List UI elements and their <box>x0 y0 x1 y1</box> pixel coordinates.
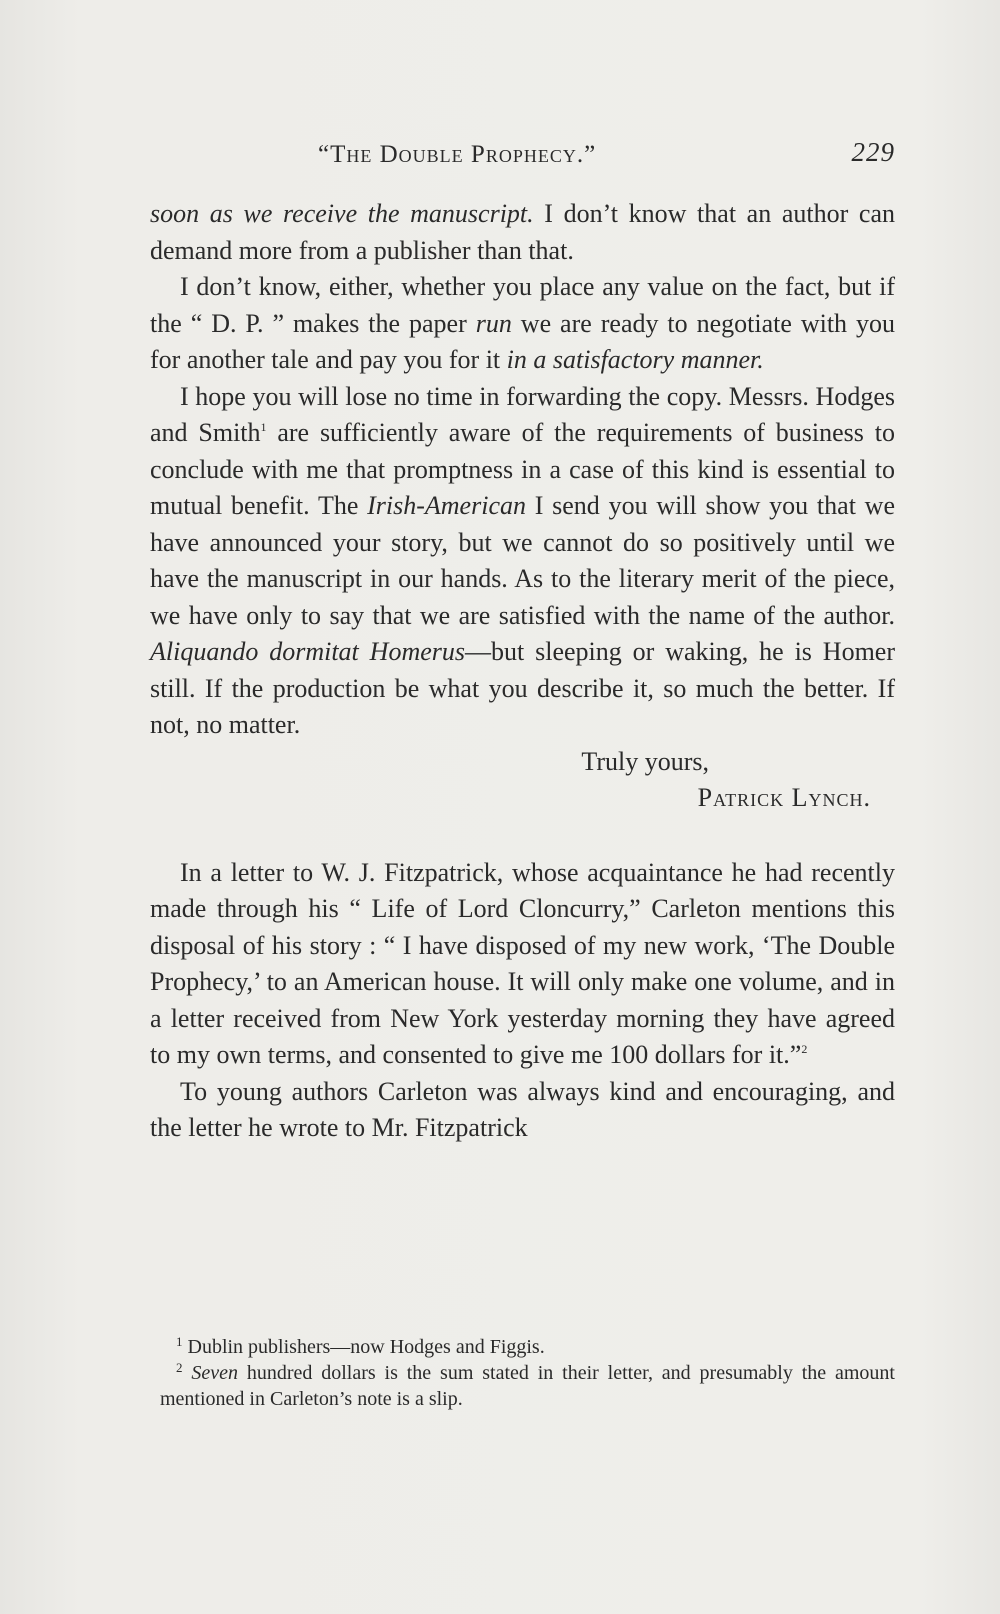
letter-signature: Patrick Lynch. <box>697 783 871 812</box>
italic-phrase: soon as we receive the manuscript. <box>150 199 534 228</box>
paragraph-text: I send you will show you that we have announced your story, but we cannot do so positively until we have the manuscript in our hands. As to the literary merit of the piece, we have only to say that we are satisfied with the name of the author. <box>150 491 895 630</box>
running-header <box>150 137 895 177</box>
italic-phrase: in a satisfactory manner. <box>506 345 764 374</box>
paragraph-text: are sufficiently aware of the requirements of business to conclude with me that promptness in a case of this kind is essential to mutual benefit. The <box>150 418 895 520</box>
footnotes <box>160 1334 895 1412</box>
footnote-1 <box>160 1334 895 1360</box>
footnote-marker: 1 <box>176 1334 183 1349</box>
section-gap <box>150 817 895 855</box>
letter-closing: Truly yours, <box>581 746 709 776</box>
footnote-2 <box>160 1360 895 1412</box>
paragraph-text: —but sleeping or waking, he is Homer still. If the production be what you describe it, so much the better. If not, no matter. <box>150 637 895 739</box>
running-title: “The Double Prophecy.” <box>318 141 597 168</box>
paragraph-text: In a letter to W. J. Fitzpatrick, whose acquaintance he had recently made through his “ Life of Lord Cloncurry,” Carleton mentions this disposal of his story : “ I have disposed of my new work, ‘The Double Prophecy,’ to an American house. It will only make one volume, and in a letter received from New York yesterday morning they have agreed to my own terms, and consented to give me 100 dollars for it.” <box>150 857 895 1069</box>
paragraph-text: I hope you will lose no time in forwarding the copy. Messrs. Hodges and Smith <box>150 381 895 447</box>
italic-latin-phrase: Aliquando dormitat Homerus <box>150 637 466 666</box>
footnote-reference-2: 2 <box>801 1042 808 1056</box>
footnote-marker: 2 <box>176 1360 183 1375</box>
italic-word: Seven <box>191 1362 238 1384</box>
italic-newspaper-title: Irish-American <box>367 491 526 520</box>
paragraph-text: we are ready to negotiate with you for another tale and pay you for it <box>150 308 896 374</box>
footnote-text: hundred dollars is the sum stated in their letter, and presumably the amount mentioned in Carleton’s note is a slip. <box>160 1362 895 1410</box>
italic-word-run: run <box>475 308 512 338</box>
main-text <box>150 196 895 1147</box>
footnote-reference-1: 1 <box>260 420 267 434</box>
paragraph-text: I don’t know, either, whether you place any value on the fact, but if the “ D. P. ” makes the paper <box>150 272 895 338</box>
footnote-text: Dublin publishers—now Hodges and Figgis. <box>182 1336 545 1358</box>
narrative-paragraph-1 <box>150 855 895 1074</box>
page-number: 229 <box>851 137 895 167</box>
paragraph-text: I don’t know that an author can demand more from a publisher than that. <box>150 199 895 265</box>
letter-paragraph-2 <box>150 269 895 379</box>
narrative-paragraph-2: To young authors Carleton was always kind and encouraging, and the letter he wrote to Mr. Fitzpatrick <box>150 1076 895 1142</box>
letter-paragraph-1 <box>150 196 895 269</box>
letter-paragraph-3 <box>150 379 895 744</box>
